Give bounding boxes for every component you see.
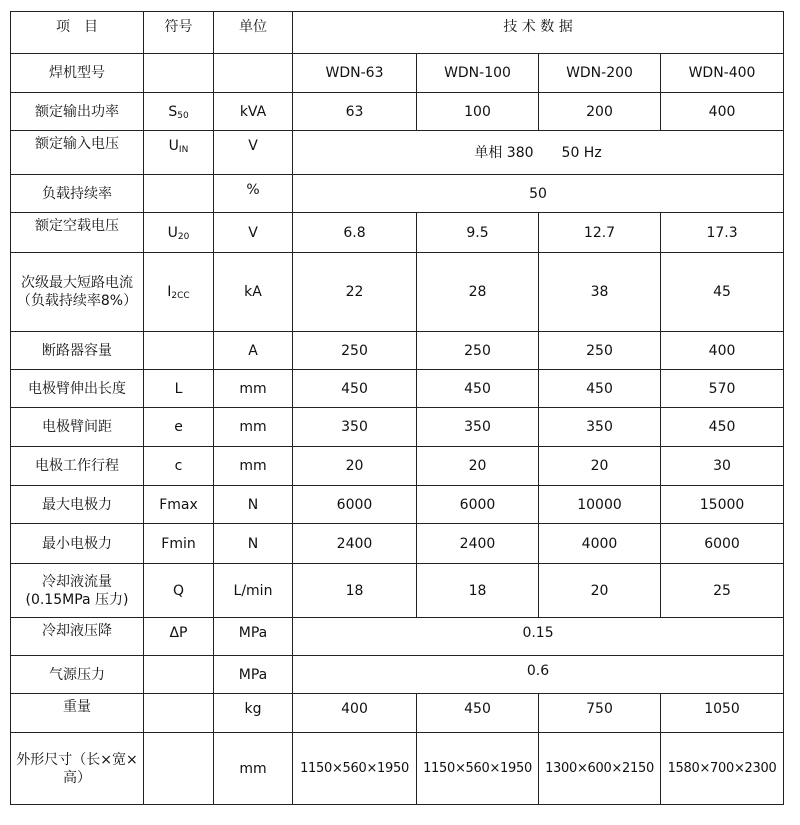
table-row: [11, 332, 784, 370]
table-row: [11, 213, 784, 253]
symbol-main: I: [167, 284, 172, 300]
row-value: 400: [293, 694, 417, 733]
row-unit: mm: [214, 370, 293, 408]
row-value: 20: [539, 447, 661, 486]
row-symbol: [144, 175, 214, 213]
table-row: [11, 447, 784, 486]
row-item: 最小电极力: [11, 524, 144, 564]
row-value: 350: [417, 408, 539, 447]
row-symbol: [144, 733, 214, 805]
symbol-main: S: [168, 103, 178, 120]
row-value: 1300×600×2150: [539, 733, 661, 805]
row-unit: N: [214, 486, 293, 524]
table-row: [11, 618, 784, 656]
row-value: 20: [539, 564, 661, 618]
row-unit: mm: [214, 733, 293, 805]
row-unit: kg: [214, 694, 293, 733]
header-row: [11, 12, 784, 54]
row-item: 负载持续率: [11, 175, 144, 213]
table-row: [11, 93, 784, 131]
row-symbol: Fmin: [144, 524, 214, 564]
symbol-subscript: 50: [177, 110, 189, 121]
row-span-value: 0.6: [293, 656, 784, 694]
table-row: [11, 370, 784, 408]
symbol-subscript: 20: [177, 231, 190, 242]
row-value: 20: [417, 447, 539, 486]
row-value: 450: [661, 408, 784, 447]
row-item: 重量: [11, 694, 144, 733]
row-value: WDN-200: [539, 54, 661, 93]
table-row: [11, 564, 784, 618]
row-value: 350: [539, 408, 661, 447]
row-value: WDN-400: [661, 54, 784, 93]
row-value: 38: [539, 253, 661, 332]
header-unit: 单位: [214, 12, 293, 54]
symbol-subscript: 2CC: [171, 291, 190, 301]
row-value: 2400: [417, 524, 539, 564]
row-item: 外形尺寸（长×宽×高）: [11, 733, 144, 805]
spec-table-wrapper: [10, 11, 784, 805]
row-value: 400: [661, 93, 784, 131]
row-item: 电极臂伸出长度: [11, 370, 144, 408]
row-item: 气源压力: [11, 656, 144, 694]
row-value: 1050: [661, 694, 784, 733]
row-value: 250: [539, 332, 661, 370]
table-row: [11, 408, 784, 447]
row-value: 30: [661, 447, 784, 486]
row-value: 200: [539, 93, 661, 131]
row-symbol: [144, 656, 214, 694]
row-item: 电极臂间距: [11, 408, 144, 447]
table-row: [11, 524, 784, 564]
row-symbol: [144, 253, 214, 332]
row-value: 450: [293, 370, 417, 408]
table-row: [11, 486, 784, 524]
row-value: 6000: [661, 524, 784, 564]
header-data: 技 术 数 据: [293, 12, 784, 54]
row-value: 25: [661, 564, 784, 618]
row-value: 1580×700×2300: [661, 733, 784, 805]
row-item: 冷却液流量(0.15MPa 压力): [11, 564, 144, 618]
row-symbol: Fmax: [144, 486, 214, 524]
row-item: 电极工作行程: [11, 447, 144, 486]
row-unit: L/min: [214, 564, 293, 618]
table-row: [11, 131, 784, 175]
table-row: [11, 175, 784, 213]
table-row: [11, 54, 784, 93]
row-symbol: L: [144, 370, 214, 408]
row-symbol: ΔP: [144, 618, 214, 656]
row-value: WDN-100: [417, 54, 539, 93]
row-unit: N: [214, 524, 293, 564]
row-item: 冷却液压降: [11, 618, 144, 656]
row-item: 最大电极力: [11, 486, 144, 524]
row-value: 1150×560×1950: [417, 733, 539, 805]
row-symbol: [144, 131, 214, 175]
row-symbol: [144, 332, 214, 370]
row-value: 1150×560×1950: [293, 733, 417, 805]
row-symbol: Q: [144, 564, 214, 618]
row-value: 6000: [293, 486, 417, 524]
table-row: [11, 733, 784, 805]
header-symbol: 符号: [144, 12, 214, 54]
row-value: 15000: [661, 486, 784, 524]
row-value: 4000: [539, 524, 661, 564]
table-row: [11, 253, 784, 332]
row-value: 12.7: [539, 213, 661, 253]
row-value: 570: [661, 370, 784, 408]
header-item: 项 目: [11, 12, 144, 54]
row-unit: MPa: [214, 656, 293, 694]
row-symbol: [144, 694, 214, 733]
row-unit: mm: [214, 408, 293, 447]
row-item: 额定输出功率: [11, 93, 144, 131]
row-span-value: 单相 380 50 Hz: [293, 131, 784, 175]
spec-table: [10, 11, 784, 805]
row-value: 450: [417, 694, 539, 733]
row-item: 额定输入电压: [11, 131, 144, 175]
row-value: 100: [417, 93, 539, 131]
row-value: 10000: [539, 486, 661, 524]
row-value: 6.8: [293, 213, 417, 253]
row-symbol: [144, 93, 214, 131]
row-span-value: 0.15: [293, 618, 784, 656]
row-symbol: [144, 213, 214, 253]
row-value: 20: [293, 447, 417, 486]
row-unit: mm: [214, 447, 293, 486]
row-unit: A: [214, 332, 293, 370]
row-value: 350: [293, 408, 417, 447]
row-value: 9.5: [417, 213, 539, 253]
symbol-main: U: [167, 224, 178, 241]
row-value: 63: [293, 93, 417, 131]
table-row: [11, 694, 784, 733]
row-item: 断路器容量: [11, 332, 144, 370]
row-value: 450: [417, 370, 539, 408]
row-unit: %: [214, 175, 293, 213]
row-value: 18: [417, 564, 539, 618]
row-value: 2400: [293, 524, 417, 564]
row-unit: kVA: [214, 93, 293, 131]
row-symbol: c: [144, 447, 214, 486]
row-value: 250: [417, 332, 539, 370]
row-symbol: e: [144, 408, 214, 447]
row-item: 焊机型号: [11, 54, 144, 93]
row-item: 额定空载电压: [11, 213, 144, 253]
row-value: 22: [293, 253, 417, 332]
row-value: 6000: [417, 486, 539, 524]
row-value: 17.3: [661, 213, 784, 253]
row-item: 次级最大短路电流（负载持续率8%）: [11, 253, 144, 332]
table-row: [11, 656, 784, 694]
row-value: 45: [661, 253, 784, 332]
row-unit: [214, 54, 293, 93]
row-unit: kA: [214, 253, 293, 332]
row-unit: V: [214, 213, 293, 253]
row-value: 400: [661, 332, 784, 370]
symbol-main: U: [168, 138, 179, 154]
row-value: WDN-63: [293, 54, 417, 93]
row-symbol: [144, 54, 214, 93]
row-value: 450: [539, 370, 661, 408]
row-value: 18: [293, 564, 417, 618]
row-unit: V: [214, 131, 293, 175]
row-unit: MPa: [214, 618, 293, 656]
symbol-subscript: IN: [178, 145, 189, 155]
row-span-value: 50: [293, 175, 784, 213]
row-value: 28: [417, 253, 539, 332]
row-value: 750: [539, 694, 661, 733]
row-value: 250: [293, 332, 417, 370]
